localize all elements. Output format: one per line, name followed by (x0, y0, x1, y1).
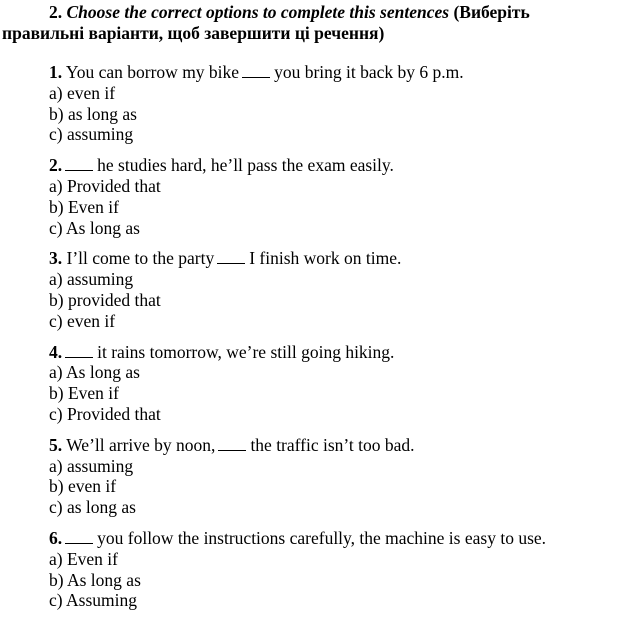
question-sentence (49, 62, 629, 83)
sentence-end: he studies hard, he’ll pass the exam easily. (97, 155, 394, 176)
question-sentence (49, 155, 629, 176)
sentence-end: you follow the instructions carefully, the machine is easy to use. (97, 527, 547, 548)
question-list (49, 62, 629, 621)
task-translation-part2: правильні варіанти, щоб завершити ці речення) (2, 23, 385, 43)
question-number: 2. (49, 155, 63, 176)
sentence-start: We’ll arrive by noon, (66, 434, 216, 455)
question-2 (49, 155, 629, 238)
task-number: 2. (49, 2, 63, 22)
answer-blank (65, 342, 93, 358)
task-translation-part1: (Виберіть (453, 2, 530, 22)
question-sentence (49, 435, 629, 456)
answer-option: c) Provided that (49, 403, 161, 424)
question-3 (49, 248, 629, 331)
answer-blank (65, 155, 93, 171)
answer-option: c) As long as (49, 217, 140, 238)
sentence-start: You can borrow my bike (65, 62, 240, 82)
answer-blank (217, 248, 245, 264)
task-instruction: Choose the correct options to complete this sentences (66, 2, 450, 22)
answer-option: c) assuming (49, 124, 134, 145)
question-number: 5. (49, 434, 63, 455)
answer-option: b) As long as (49, 569, 141, 590)
answer-option: a) assuming (49, 269, 134, 290)
answer-option: b) provided that (49, 289, 161, 310)
answer-option: a) Even if (49, 548, 118, 569)
question-number: 6. (49, 527, 63, 548)
sentence-start: I’ll come to the party (66, 248, 215, 269)
sentence-end: it rains tomorrow, we’re still going hiking. (97, 341, 395, 362)
question-1 (49, 62, 629, 145)
sentence-end: the traffic isn’t too bad. (250, 434, 415, 455)
answer-option: c) as long as (49, 497, 136, 518)
question-6 (49, 528, 629, 611)
question-sentence (49, 342, 629, 363)
answer-option: a) Provided that (49, 175, 161, 196)
answer-blank (218, 435, 246, 451)
answer-option: b) Even if (49, 196, 119, 217)
question-sentence (49, 248, 629, 269)
answer-blank (65, 528, 93, 544)
answer-option: c) even if (49, 310, 116, 331)
question-number: 3. (49, 248, 63, 269)
question-number: 1. (49, 62, 63, 82)
answer-option: b) even if (49, 476, 117, 497)
answer-option: a) As long as (49, 362, 140, 383)
answer-option: c) Assuming (49, 590, 137, 611)
answer-option: b) Even if (49, 383, 119, 404)
question-4 (49, 342, 629, 425)
sentence-end: I finish work on time. (249, 248, 402, 269)
sentence-end: you bring it back by 6 p.m. (274, 62, 464, 82)
question-5 (49, 435, 629, 518)
task-header-line-1 (0, 2, 638, 23)
answer-option: b) as long as (49, 103, 137, 124)
answer-blank (242, 62, 270, 78)
question-number: 4. (49, 341, 63, 362)
question-sentence (49, 528, 629, 549)
task-header (0, 2, 638, 44)
answer-option: a) even if (49, 82, 116, 103)
answer-option: a) assuming (49, 455, 134, 476)
